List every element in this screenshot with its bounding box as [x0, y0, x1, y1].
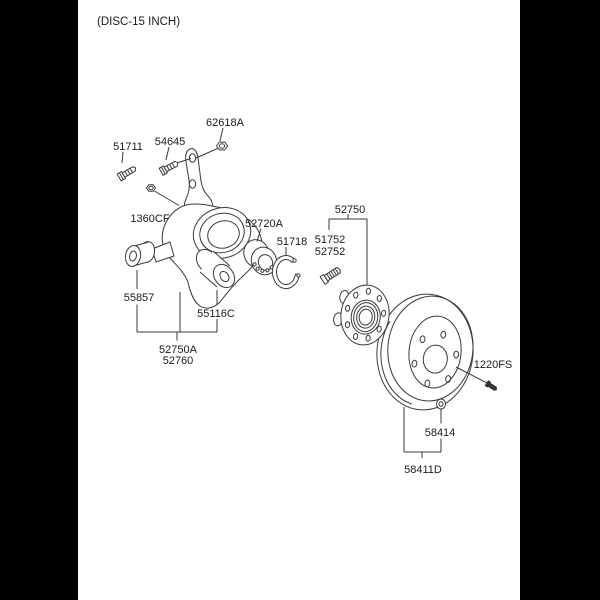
part-label-58414: 58414	[424, 427, 456, 439]
part-label-51752: 51752	[314, 234, 346, 246]
part-label-55116C: 55116C	[197, 308, 235, 320]
knuckle-bolt-hole	[189, 154, 195, 162]
part-label-52752: 52752	[314, 246, 346, 258]
part-label-58411D: 58411D	[404, 464, 442, 476]
part-label-52750: 52750	[334, 204, 366, 216]
part-label-51711: 51711	[113, 141, 143, 153]
part-label-1220FS: 1220FS	[473, 359, 513, 371]
diagram-title: (DISC-15 INCH)	[97, 16, 181, 28]
part-label-52750A: 52750A	[159, 344, 197, 356]
nut-1360CF-drawing	[147, 185, 156, 191]
cap-58414-drawing	[437, 399, 446, 409]
part-label-52760: 52760	[162, 355, 194, 367]
nut-62618A-drawing	[217, 142, 228, 150]
part-label-52720A: 52720A	[245, 218, 283, 230]
part-label-62618A: 62618A	[206, 117, 244, 129]
part-label-1360CF: 1360CF	[130, 213, 170, 225]
part-label-51718: 51718	[276, 236, 308, 248]
knuckle-bolt-hole	[189, 180, 195, 188]
part-label-54645: 54645	[154, 136, 186, 148]
part-label-55857: 55857	[123, 292, 155, 304]
